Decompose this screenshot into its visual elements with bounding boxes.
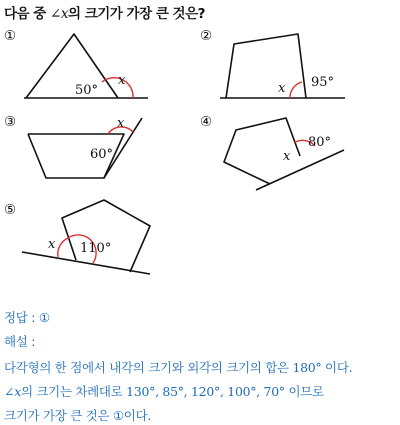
angle-symbol: ∠ bbox=[50, 6, 61, 22]
figure-4-x-label: x bbox=[283, 149, 291, 164]
option-5-marker: ⑤ bbox=[4, 202, 17, 218]
explanation-label: 해설 : bbox=[4, 334, 36, 349]
figure-1-angle-label: 50° bbox=[75, 83, 99, 98]
explanation-line-1-value: 180 bbox=[292, 360, 316, 375]
explanation-line-2-text: 의 크기는 차례대로 bbox=[20, 384, 127, 399]
figure-3-trapezoid bbox=[28, 118, 142, 178]
question-suffix: 의 크기가 가장 큰 것은? bbox=[67, 6, 205, 22]
option-1-marker: ① bbox=[4, 28, 17, 44]
answer-label: 정답 : bbox=[4, 310, 39, 325]
explanation-line-2-var: x bbox=[14, 384, 21, 399]
answer-line bbox=[4, 308, 50, 326]
explanation-line-2-values: 130°, 85°, 120°, 100°, 70° bbox=[126, 384, 285, 399]
figure-5-angle-label: 110° bbox=[80, 241, 112, 256]
explanation-line-2-angle: ∠ bbox=[4, 384, 15, 399]
figure-2-x-label: x bbox=[278, 81, 286, 96]
question-prefix: 다음 중 bbox=[4, 6, 51, 22]
figure-4-angle-label: 80° bbox=[308, 135, 332, 150]
explanation-line-1-text: 다각형의 한 점에서 내각의 크기와 외각의 크기의 합은 bbox=[4, 360, 293, 375]
option-3-marker: ③ bbox=[4, 114, 17, 130]
figure-5-x-label: x bbox=[48, 237, 56, 252]
explanation-line-2-end: 이므로 bbox=[284, 384, 324, 399]
explanation-line-3: 크기가 가장 큰 것은 ①이다. bbox=[4, 408, 152, 423]
figure-5-pentagon bbox=[22, 200, 150, 274]
figure-3-x-label: x bbox=[117, 116, 125, 131]
figure-2-angle-arc bbox=[290, 82, 302, 98]
question-variable: x bbox=[60, 6, 68, 22]
figure-3-angle-label: 60° bbox=[90, 147, 114, 162]
figure-1-x-label: x bbox=[118, 73, 126, 88]
explanation-line-1 bbox=[4, 358, 352, 376]
answer-value: ① bbox=[38, 310, 50, 325]
option-4-marker: ④ bbox=[200, 114, 213, 130]
explanation-line-1-degree: ° bbox=[315, 360, 322, 375]
figure-2-angle-label: 95° bbox=[311, 75, 335, 90]
explanation-line-2 bbox=[4, 382, 324, 400]
explanation-line-1-end: 이다. bbox=[321, 360, 353, 375]
option-2-marker: ② bbox=[200, 28, 213, 44]
